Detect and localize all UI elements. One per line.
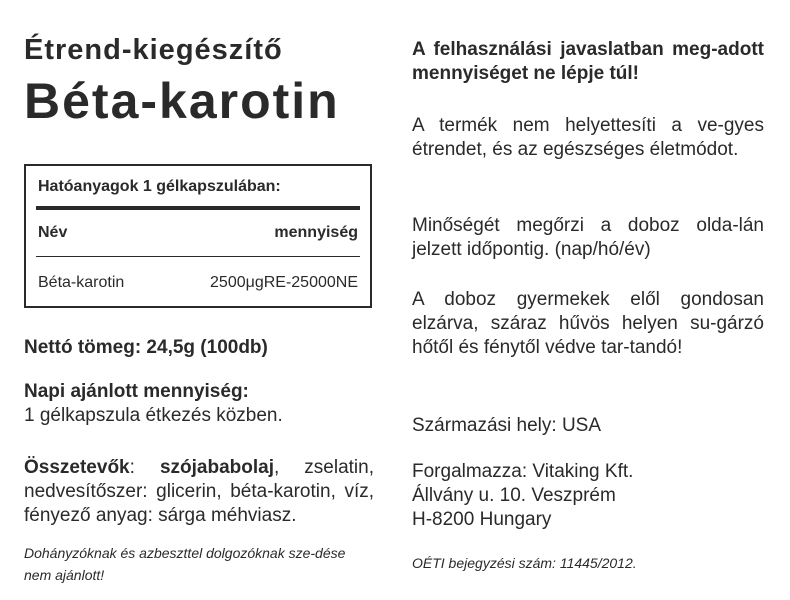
- distributor-line: Forgalmazza: Vitaking Kft.: [412, 461, 634, 482]
- ingredients-allergen: szójababolaj: [159, 457, 274, 478]
- ingredients-label: Összetevők: [24, 457, 130, 478]
- registration-number: OÉTI bejegyzési szám: 11445/2012.: [412, 555, 637, 571]
- facts-heading: Hatóanyagok 1 gélkapszulában:: [38, 178, 281, 195]
- product-category: Étrend-kiegészítő: [24, 34, 283, 66]
- best-before-notice: Minőségét megőrzi a doboz olda-lán jelzett időpontig. (nap/hó/év): [412, 215, 764, 260]
- ingredients-block: Összetevők: szójababolaj, zselatin, nedvesítőszer: glicerin, béta-karotin, víz, fényező anyag: sárga méhviasz.: [24, 457, 375, 526]
- smoker-warning-note: Dohányzóknak és azbeszttel dolgozóknak sze-dése nem ajánlott!: [24, 545, 346, 583]
- dosage-block: [24, 380, 374, 428]
- dosage-text: 1 gélkapszula étkezés közben.: [24, 405, 283, 426]
- facts-thick-divider: [36, 206, 360, 210]
- ingredients-facts-table: [24, 164, 372, 308]
- net-weight: Nettó tömeg: 24,5g (100db): [24, 337, 268, 358]
- dosage-label: Napi ajánlott mennyiség:: [24, 381, 249, 402]
- facts-row-amount: 2500μgRE-25000NE: [210, 274, 358, 291]
- facts-column-name-header: Név: [38, 224, 68, 241]
- product-title: Béta-karotin: [24, 73, 340, 129]
- diet-notice: A termék nem helyettesíti a ve-gyes étrendet, és az egészséges életmódot.: [412, 115, 764, 160]
- distributor-line: H-8200 Hungary: [412, 509, 552, 530]
- distributor-line: Állvány u. 10. Veszprém: [412, 485, 616, 506]
- facts-thin-divider: [36, 256, 360, 257]
- storage-notice: A doboz gyermekek elől gondosan elzárva, száraz hűvös helyen su-gárzó hőtől és fénytől védve tar-tandó!: [412, 289, 764, 358]
- dosage-warning: A felhasználási javaslatban meg-adott mennyiséget ne lépje túl!: [412, 39, 764, 84]
- facts-column-amount-header: mennyiség: [274, 224, 358, 241]
- origin: Származási hely: USA: [412, 415, 602, 436]
- facts-row-name: Béta-karotin: [38, 274, 125, 291]
- distributor-block: [412, 460, 764, 532]
- ingredients-text: , zselatin, nedvesítőszer: glicerin, béta-karotin, víz, fényező anyag: sárga méhviasz.: [24, 457, 375, 526]
